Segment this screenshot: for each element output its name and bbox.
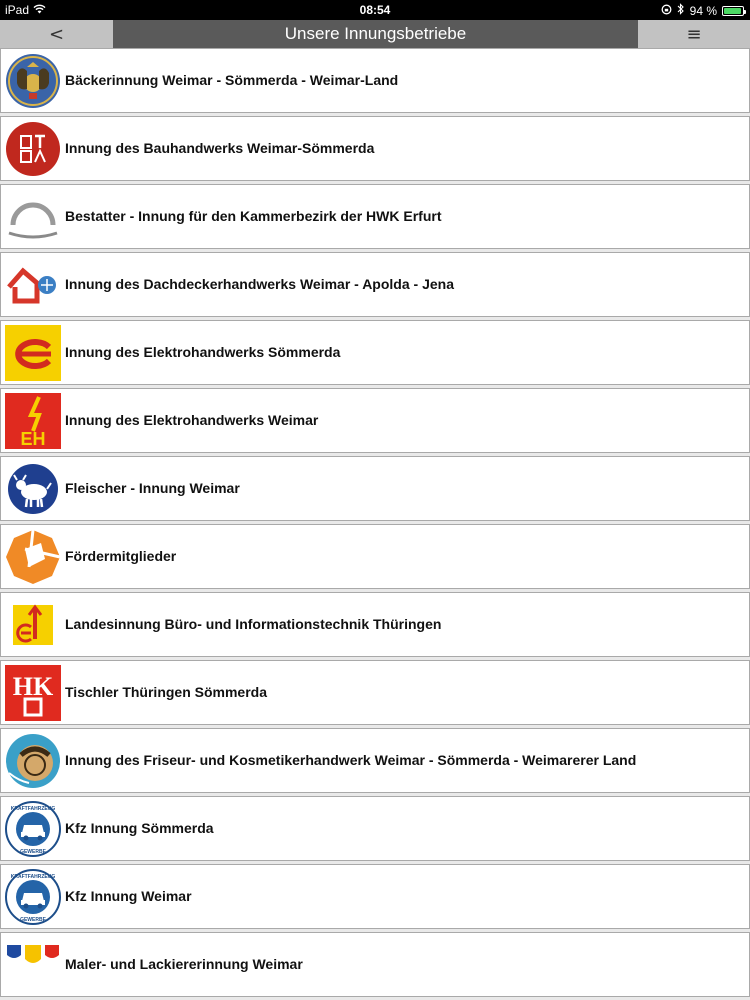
vehicle-trade-icon [5,869,61,925]
list-item-label: Tischler Thüringen Sömmerda [65,684,268,700]
list-item[interactable] [0,932,750,997]
list-item-label: Landesinnung Büro- und Informationstechnik Thüringen [65,616,442,632]
list-item[interactable] [0,184,750,249]
list-item-label: Innung des Elektrohandwerks Weimar [65,412,319,428]
status-time: 08:54 [359,3,391,17]
list-item-label: Innung des Bauhandwerks Weimar-Sömmerda [65,140,375,156]
kfz-top-text: KRAFTFAHRZEUG [10,874,56,880]
list-item[interactable] [0,796,750,861]
carpenters-hk-icon [5,665,61,721]
list-item-label: Kfz Innung Sömmerda [65,820,214,836]
kfz-top-text: KRAFTFAHRZEUG [10,806,56,812]
office-tech-guild-icon [5,597,61,653]
list-item[interactable] [0,592,750,657]
list-item[interactable] [0,864,750,929]
rotation-lock-icon [661,4,672,18]
list-item-label: Innung des Elektrohandwerks Sömmerda [65,344,341,360]
undertakers-guild-icon [5,189,61,245]
menu-button[interactable]: ≡ [638,20,750,48]
list-item-label: Innung des Friseur- und Kosmetikerhandwerk Weimar - Sömmerda - Weimarerer Land [65,752,637,768]
list-item[interactable] [0,116,750,181]
kfz-bottom-text: GEWERBE [20,917,46,923]
roofers-guild-icon [5,257,61,313]
status-right [661,3,744,18]
back-button[interactable]: < [0,20,113,48]
battery-icon [722,6,744,16]
page-title: Unsere Innungsbetriebe [284,24,467,43]
list-item-label: Maler- und Lackiererinnung Weimar [65,956,303,972]
list-item-label: Bäckerinnung Weimar - Sömmerda - Weimar-Land [65,72,399,88]
bluetooth-icon [677,3,685,18]
list-item-label: Innung des Dachdeckerhandwerks Weimar - Apolda - Jena [65,276,454,292]
electricians-e-icon [5,325,61,381]
list-item[interactable] [0,320,750,385]
list-item[interactable] [0,252,750,317]
vehicle-trade-icon [5,801,61,857]
hk-logo-text: HK [12,672,54,701]
battery-percent: 94 % [689,3,717,18]
list-item[interactable] [0,48,750,113]
list-item-label: Fördermitglieder [65,548,177,564]
list-item-label: Fleischer - Innung Weimar [65,480,240,496]
kfz-bottom-text: GEWERBE [20,849,46,855]
navigation-bar [0,20,750,48]
hairdressers-guild-icon [5,733,61,789]
construction-guild-icon [5,121,61,177]
device-name: iPad [5,3,30,17]
battery-level [724,8,741,14]
electricians-eh-icon [5,393,61,449]
list-item-label: Bestatter - Innung für den Kammerbezirk der HWK Erfurt [65,208,442,224]
painters-shields-icon [5,937,61,993]
eh-logo-text: EH [20,429,46,449]
list-item-label: Kfz Innung Weimar [65,888,192,904]
bakers-guild-crest-icon [5,53,61,109]
list-item[interactable] [0,660,750,725]
list-item[interactable] [0,456,750,521]
list-item[interactable] [0,728,750,793]
list-item[interactable] [0,388,750,453]
supporting-members-icon [5,529,61,585]
butchers-ox-icon [5,461,61,517]
list-item[interactable] [0,524,750,589]
status-bar [0,0,750,20]
